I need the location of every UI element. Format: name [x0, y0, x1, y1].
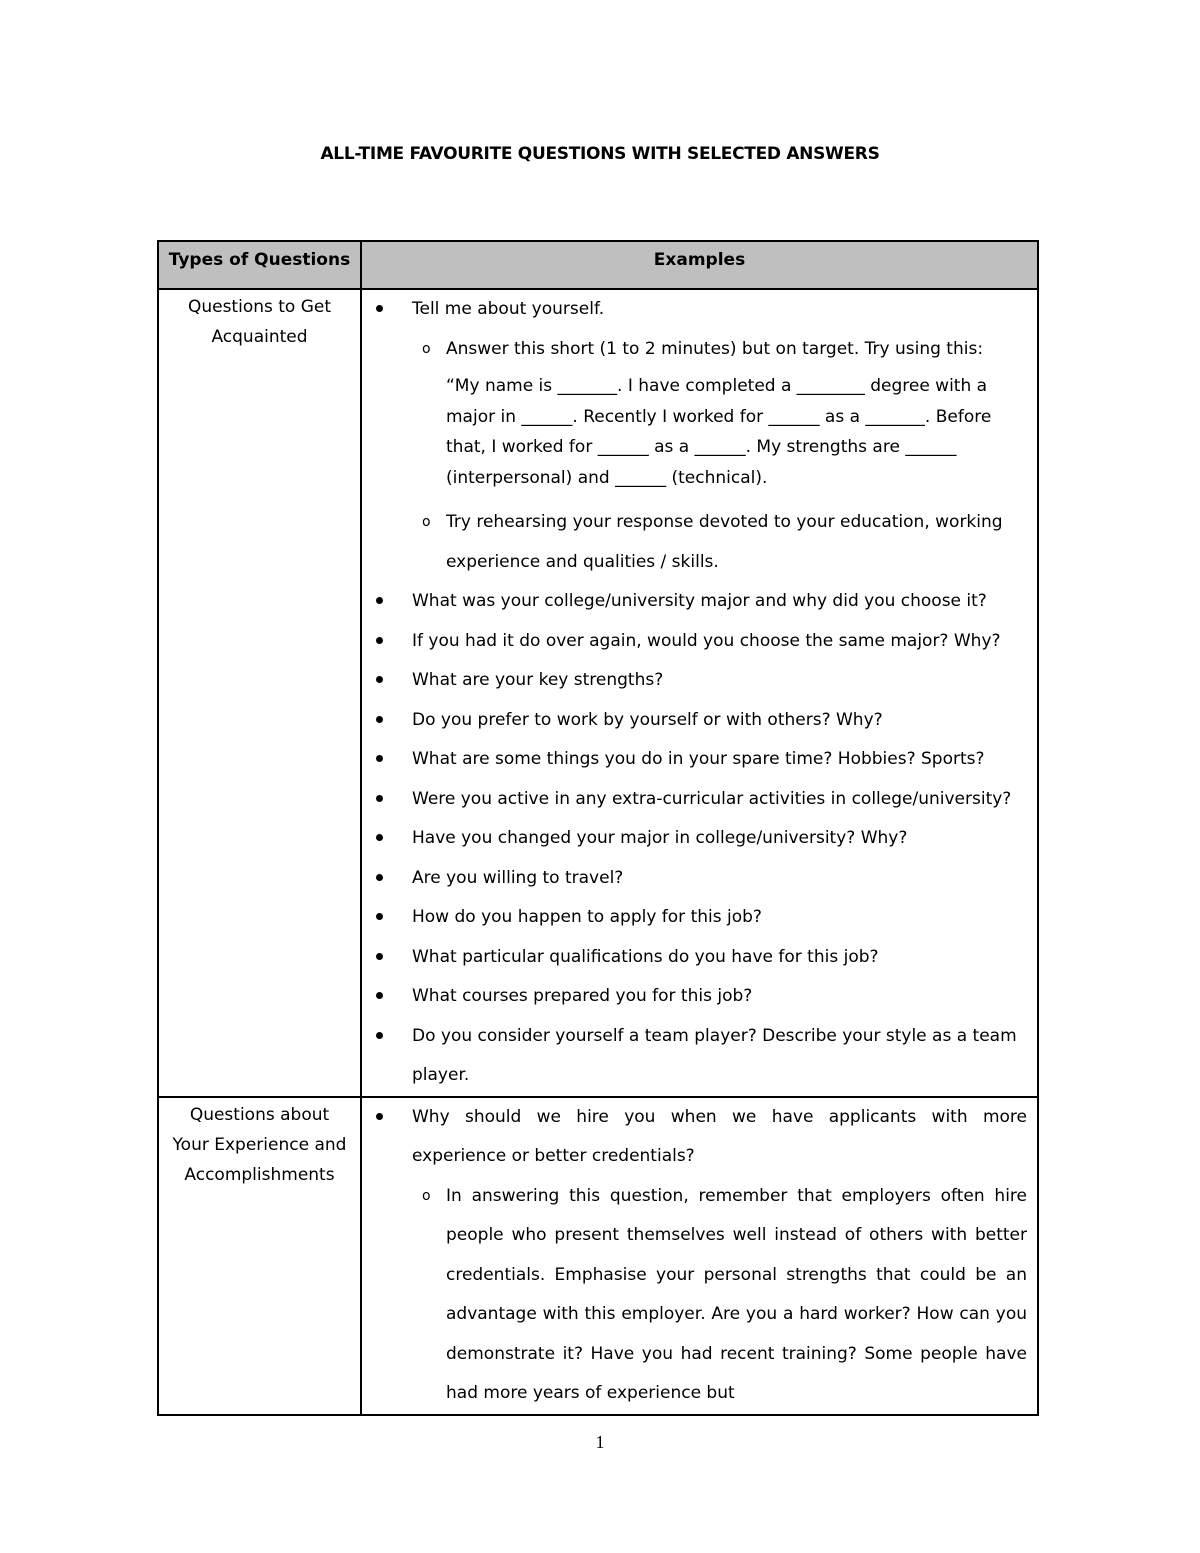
question-type-cell: Questions to Get Acquainted: [158, 289, 361, 1097]
list-item: How do you happen to apply for this job?: [362, 898, 1027, 938]
sub-list-item: o Try rehearsing your response devoted to your education, working experience and qualities / skills.: [412, 503, 1027, 582]
question-type-cell: Questions about Your Experience and Accomplishments: [158, 1097, 361, 1415]
examples-list: [362, 1098, 1027, 1414]
list-item: If you had it do over again, would you choose the same major? Why?: [362, 622, 1027, 662]
table-header-row: [158, 241, 1038, 289]
questions-table: [157, 240, 1039, 1416]
list-item: What are your key strengths?: [362, 661, 1027, 701]
page-number: 1: [595, 1432, 605, 1452]
list-item: Why should we hire you when we have applicants with more experience or better credentials? o In answering this question, remember that employers often hire people who present themselves well instead of others with better credentials. Emphasise your personal strengths that could be an advantage with this employer. Are you a hard worker? How can you demonstrate it? Have you had recent training? Some people have had more years of experience but: [362, 1098, 1027, 1414]
list-item: Are you willing to travel?: [362, 859, 1027, 899]
sub-list-item: o In answering this question, remember that employers often hire people who present themselves well instead of others with better credentials. Emphasise your personal strengths that could be an advantage with this employer. Are you a hard worker? How can you demonstrate it? Have you had recent training? Some people have had more years of experience but: [412, 1177, 1027, 1414]
list-item: Tell me about yourself. o Answer this short (1 to 2 minutes) but on target. Try using this: “My name is _______. I have completed a ________ degree with a major in ______. Recently I worked for ______ as a _______. Before that, I worked for ______ as a ______. My strengths are ______ (interpersonal) and ______ (technical). o Try rehearsing your response devoted to your education, working experience and qualities / skills.: [362, 290, 1027, 582]
header-examples: Examples: [361, 241, 1038, 289]
examples-cell: [361, 1097, 1038, 1415]
list-item: Do you prefer to work by yourself or with others? Why?: [362, 701, 1027, 741]
document-title: ALL-TIME FAVOURITE QUESTIONS WITH SELECTED ANSWERS: [320, 144, 880, 164]
answer-template: “My name is _______. I have completed a ________ degree with a major in ______. Recently I worked for ______ as a _______. Before that, I worked for ______ as a ______. My strengths are ______ (interpersonal) and ______ (technical).: [446, 376, 992, 488]
examples-cell: [361, 289, 1038, 1097]
table-row: [158, 1097, 1038, 1415]
list-item: What particular qualifications do you have for this job?: [362, 938, 1027, 978]
sub-list: [412, 1177, 1027, 1414]
list-item: Were you active in any extra-curricular activities in college/university?: [362, 780, 1027, 820]
list-item: Do you consider yourself a team player? Describe your style as a team player.: [362, 1017, 1027, 1096]
examples-list: [362, 290, 1027, 1096]
sub-list: [412, 503, 1027, 582]
table-row: [158, 289, 1038, 1097]
sub-list-item: o Answer this short (1 to 2 minutes) but on target. Try using this:: [412, 330, 1027, 370]
list-item: What was your college/university major and why did you choose it?: [362, 582, 1027, 622]
list-item: Have you changed your major in college/university? Why?: [362, 819, 1027, 859]
sub-list: [412, 330, 1027, 370]
list-item: What are some things you do in your spare time? Hobbies? Sports?: [362, 740, 1027, 780]
list-item: What courses prepared you for this job?: [362, 977, 1027, 1017]
header-types-of-questions: Types of Questions: [158, 241, 361, 289]
